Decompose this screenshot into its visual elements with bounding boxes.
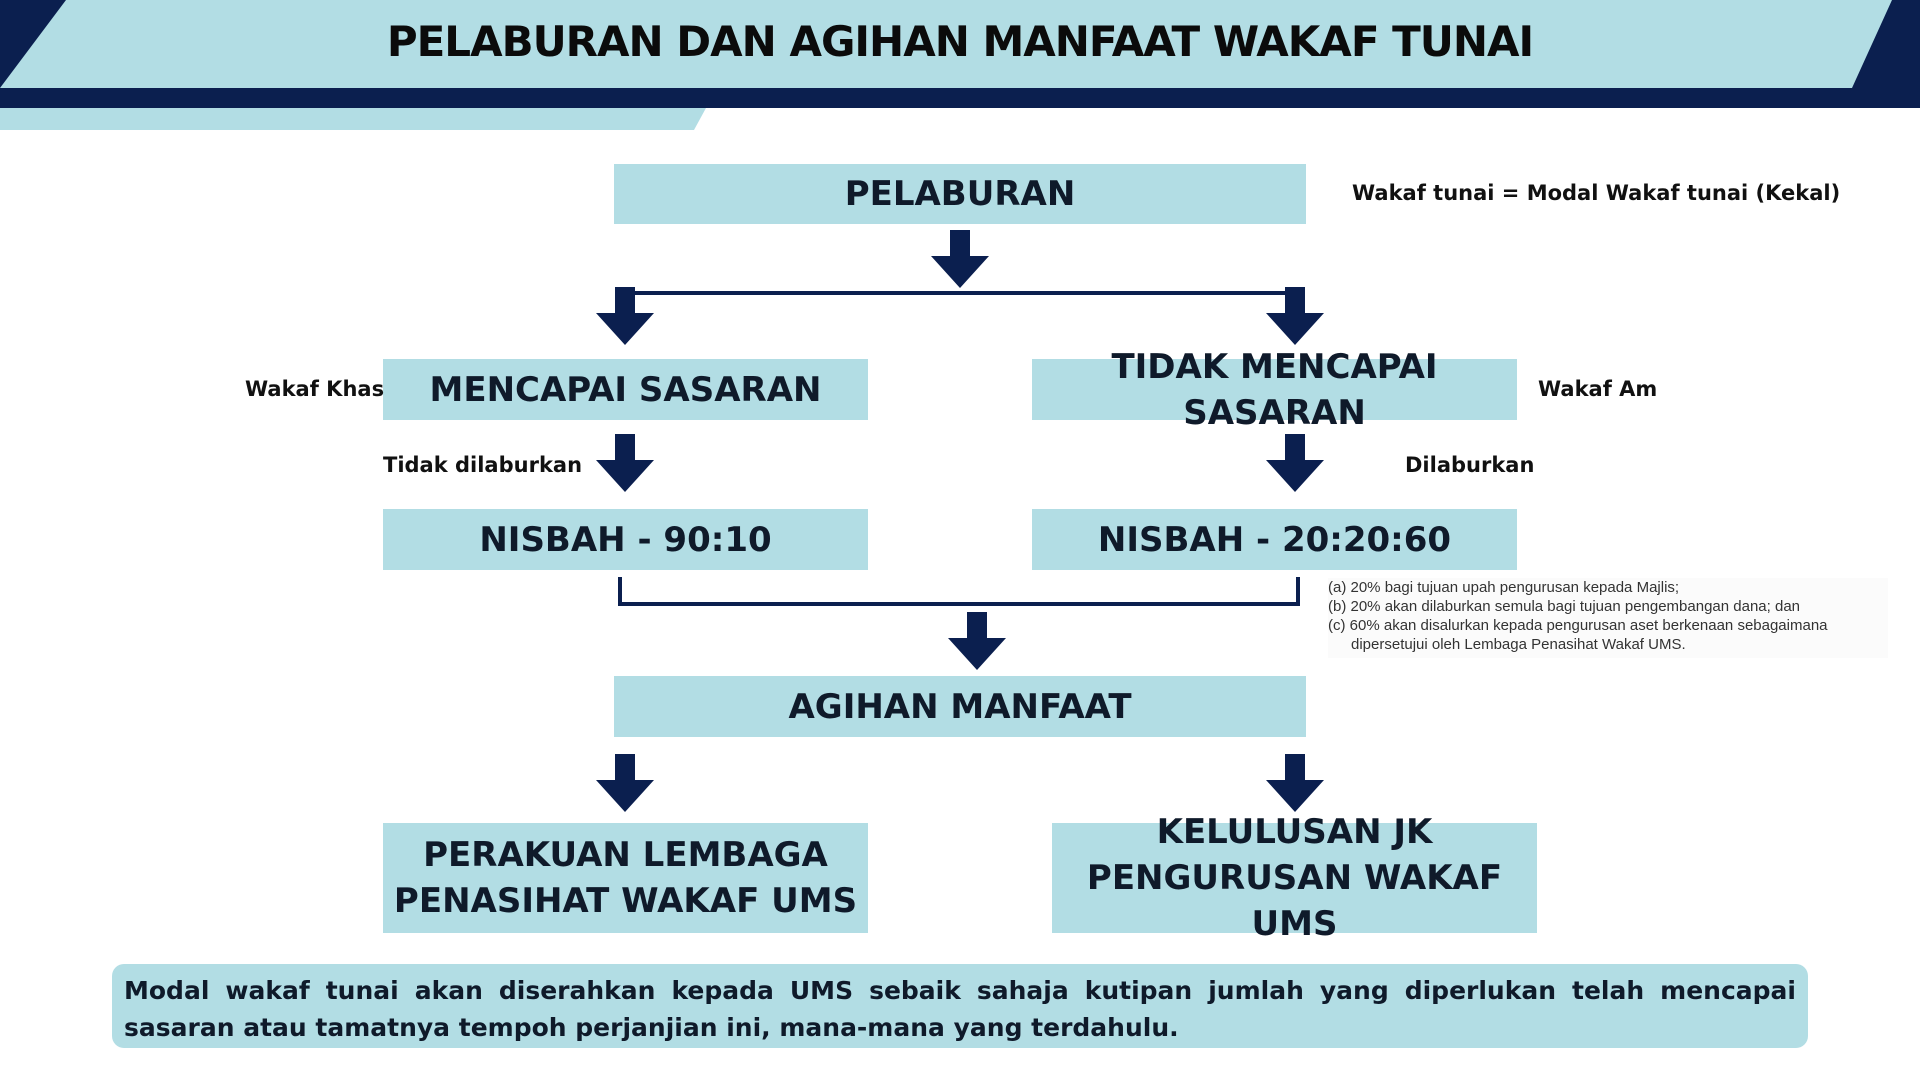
nisbah-left-box xyxy=(383,509,868,570)
tidak-mencapai-sasaran-label: TIDAK MENCAPAI SASARAN xyxy=(1111,346,1438,433)
nisbah-right-label: NISBAH - 20:20:60 xyxy=(1097,519,1452,560)
arrow-down-icon xyxy=(948,612,1006,670)
note-c-cont: dipersetujui oleh Lembaga Penasihat Wakaf UMS. xyxy=(1351,636,1686,653)
pelaburan-box xyxy=(614,164,1306,224)
arrow-down-icon xyxy=(596,434,654,492)
mencapai-sasaran-box xyxy=(383,359,868,420)
tidak-mencapai-sasaran-box xyxy=(1032,346,1517,433)
perakuan-line1: PERAKUAN LEMBAGA xyxy=(423,835,828,875)
mencapai-sasaran-label: MENCAPAI SASARAN xyxy=(429,369,822,410)
arrow-down-icon xyxy=(1266,287,1324,345)
kelulusan-line1: KELULUSAN JK xyxy=(1156,812,1433,852)
dilaburkan-label: Dilaburkan xyxy=(1405,453,1535,477)
wakaf-am-label: Wakaf Am xyxy=(1538,377,1658,401)
note-c: (c) 60% akan disalurkan kepada pengurusan aset berkenaan sebagaimana xyxy=(1328,617,1828,634)
arrow-down-icon xyxy=(596,754,654,812)
arrow-down-icon xyxy=(596,287,654,345)
nisbah-right-box xyxy=(1032,509,1517,570)
kelulusan-box xyxy=(1052,812,1537,944)
kelulusan-line2: PENGURUSAN WAKAF UMS xyxy=(1086,858,1503,944)
tidak-dilaburkan-label: Tidak dilaburkan xyxy=(383,453,583,477)
nisbah-left-label: NISBAH - 90:10 xyxy=(479,519,772,560)
perakuan-line2: PENASIHAT WAKAF UMS xyxy=(393,881,858,921)
page-title: PELABURAN DAN AGIHAN MANFAAT WAKAF TUNAI xyxy=(386,16,1534,66)
pelaburan-label: PELABURAN xyxy=(844,174,1076,214)
perakuan-box xyxy=(383,823,868,933)
agihan-manfaat-box xyxy=(614,676,1306,737)
pelaburan-note: Wakaf tunai = Modal Wakaf tunai (Kekal) xyxy=(1352,181,1841,205)
footer-note: Modal wakaf tunai akan diserahkan kepada UMS sebaik sahaja kutipan jumlah yang diperlukan telah mencapai sasaran atau tamatnya tempoh perjanjian ini, mana-mana yang terdahulu. xyxy=(112,964,1808,1048)
wakaf-khas-label: Wakaf Khas xyxy=(245,377,385,401)
note-a: (a) 20% bagi tujuan upah pengurusan kepada Majlis; xyxy=(1328,579,1680,596)
arrow-down-icon xyxy=(1266,754,1324,812)
arrow-down-icon xyxy=(1266,434,1324,492)
nisbah-notes xyxy=(1328,578,1888,658)
arrow-down-icon xyxy=(931,230,989,288)
note-b: (b) 20% akan dilaburkan semula bagi tujuan pengembangan dana; dan xyxy=(1328,598,1801,615)
agihan-manfaat-label: AGIHAN MANFAAT xyxy=(788,686,1132,727)
